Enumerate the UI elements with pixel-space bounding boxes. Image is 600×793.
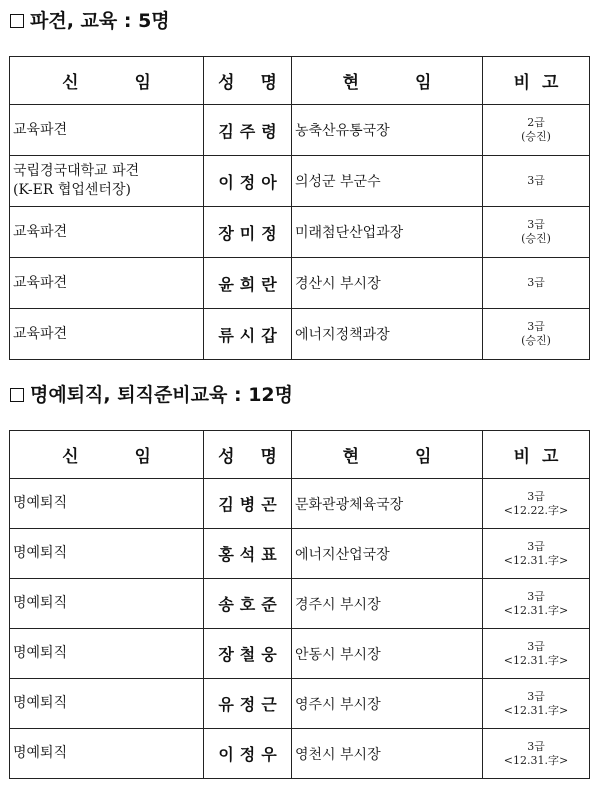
new-position-cell: 명예퇴직 [10,729,204,779]
current-position-cell: 미래첨단산업과장 [292,207,483,258]
new-position-cell: 국립경국대학교 파견 (K-ER 협업센터장) [10,156,204,207]
table-dispatch-education [9,56,590,360]
note-grade: 3급 [527,320,545,333]
table-row [10,479,590,529]
table-retirement [9,430,590,779]
note-cell [483,479,590,529]
person-name-cell: 김병곤 [204,479,292,529]
table-row [10,156,590,207]
note-cell [483,105,590,156]
note-detail: (승진) [521,334,551,347]
note-grade: 3급 [527,218,545,231]
current-position-cell: 농축산유통국장 [292,105,483,156]
note-cell [483,156,590,207]
note-grade: 3급 [527,539,545,553]
checkbox-icon [10,388,24,402]
person-name-cell: 장미정 [204,207,292,258]
header-text: 임 [134,447,151,467]
current-position-cell: 문화관광체육국장 [292,479,483,529]
note-detail: (승진) [521,130,551,143]
header-note [483,431,590,479]
table-body [10,479,590,779]
note-detail: <12.31.字> [503,603,569,617]
header-current-position [292,57,483,105]
section-2-title [10,380,293,407]
note-cell [483,629,590,679]
table-body [10,105,590,360]
note-detail: <12.31.字> [503,753,569,767]
new-position-cell: 교육파견 [10,105,204,156]
header-text: 임 [415,73,432,93]
header-text: 명 [260,73,277,93]
note-grade: 3급 [527,276,545,289]
header-name [204,57,292,105]
table-row [10,309,590,360]
person-name-cell: 류시갑 [204,309,292,360]
current-position-cell: 경주시 부시장 [292,579,483,629]
note-detail: <12.31.字> [503,703,569,717]
note-cell [483,207,590,258]
new-position-cell: 교육파견 [10,207,204,258]
new-position-cell: 명예퇴직 [10,579,204,629]
header-text: 비 [513,73,530,93]
new-position-cell: 명예퇴직 [10,679,204,729]
table-header [10,431,590,479]
note-cell [483,579,590,629]
note-cell [483,529,590,579]
note-detail: <12.31.字> [503,653,569,667]
section-1-title-text: 파견, 교육 : 5명 [30,10,170,32]
current-position-cell: 경산시 부시장 [292,258,483,309]
table-row [10,105,590,156]
current-position-cell: 에너지정책과장 [292,309,483,360]
person-name-cell: 이정우 [204,729,292,779]
new-position-cell: 교육파견 [10,309,204,360]
table-row [10,207,590,258]
header-text: 신 [62,73,79,93]
section-2-title-text: 명예퇴직, 퇴직준비교육 : 12명 [30,384,293,406]
header-text: 비 [513,447,530,467]
header-text: 고 [542,447,559,467]
current-position-cell: 영천시 부시장 [292,729,483,779]
header-new-position [10,57,204,105]
note-detail: <12.22.字> [503,503,569,517]
header-text: 현 [342,73,359,93]
current-position-cell: 에너지산업국장 [292,529,483,579]
note-detail: (승진) [521,232,551,245]
note-grade: 2급 [527,116,545,129]
current-position-cell: 영주시 부시장 [292,679,483,729]
header-text: 성 [218,447,235,467]
header-text: 임 [134,73,151,93]
person-name-cell: 홍석표 [204,529,292,579]
header-text: 임 [415,447,432,467]
header-text: 성 [218,73,235,93]
header-current-position [292,431,483,479]
header-note [483,57,590,105]
note-grade: 3급 [527,174,545,187]
person-name-cell: 장철웅 [204,629,292,679]
header-name [204,431,292,479]
header-text: 명 [260,447,277,467]
note-grade: 3급 [527,689,545,703]
table-row [10,529,590,579]
current-position-cell: 안동시 부시장 [292,629,483,679]
new-position-cell: 교육파견 [10,258,204,309]
table-row [10,629,590,679]
note-cell [483,258,590,309]
note-cell [483,309,590,360]
note-grade: 3급 [527,639,545,653]
table-row [10,579,590,629]
section-1-title [10,6,170,33]
header-new-position [10,431,204,479]
new-position-cell: 명예퇴직 [10,479,204,529]
note-cell [483,729,590,779]
header-text: 고 [542,73,559,93]
person-name-cell: 김주령 [204,105,292,156]
person-name-cell: 윤희란 [204,258,292,309]
table-row [10,679,590,729]
note-detail: <12.31.字> [503,553,569,567]
current-position-cell: 의성군 부군수 [292,156,483,207]
table-row [10,729,590,779]
note-grade: 3급 [527,739,545,753]
person-name-cell: 유정근 [204,679,292,729]
note-cell [483,679,590,729]
person-name-cell: 송호준 [204,579,292,629]
table-header [10,57,590,105]
note-grade: 3급 [527,489,545,503]
new-position-cell: 명예퇴직 [10,629,204,679]
new-position-cell: 명예퇴직 [10,529,204,579]
checkbox-icon [10,14,24,28]
header-text: 현 [342,447,359,467]
table-row [10,258,590,309]
note-grade: 3급 [527,589,545,603]
person-name-cell: 이정아 [204,156,292,207]
header-text: 신 [62,447,79,467]
